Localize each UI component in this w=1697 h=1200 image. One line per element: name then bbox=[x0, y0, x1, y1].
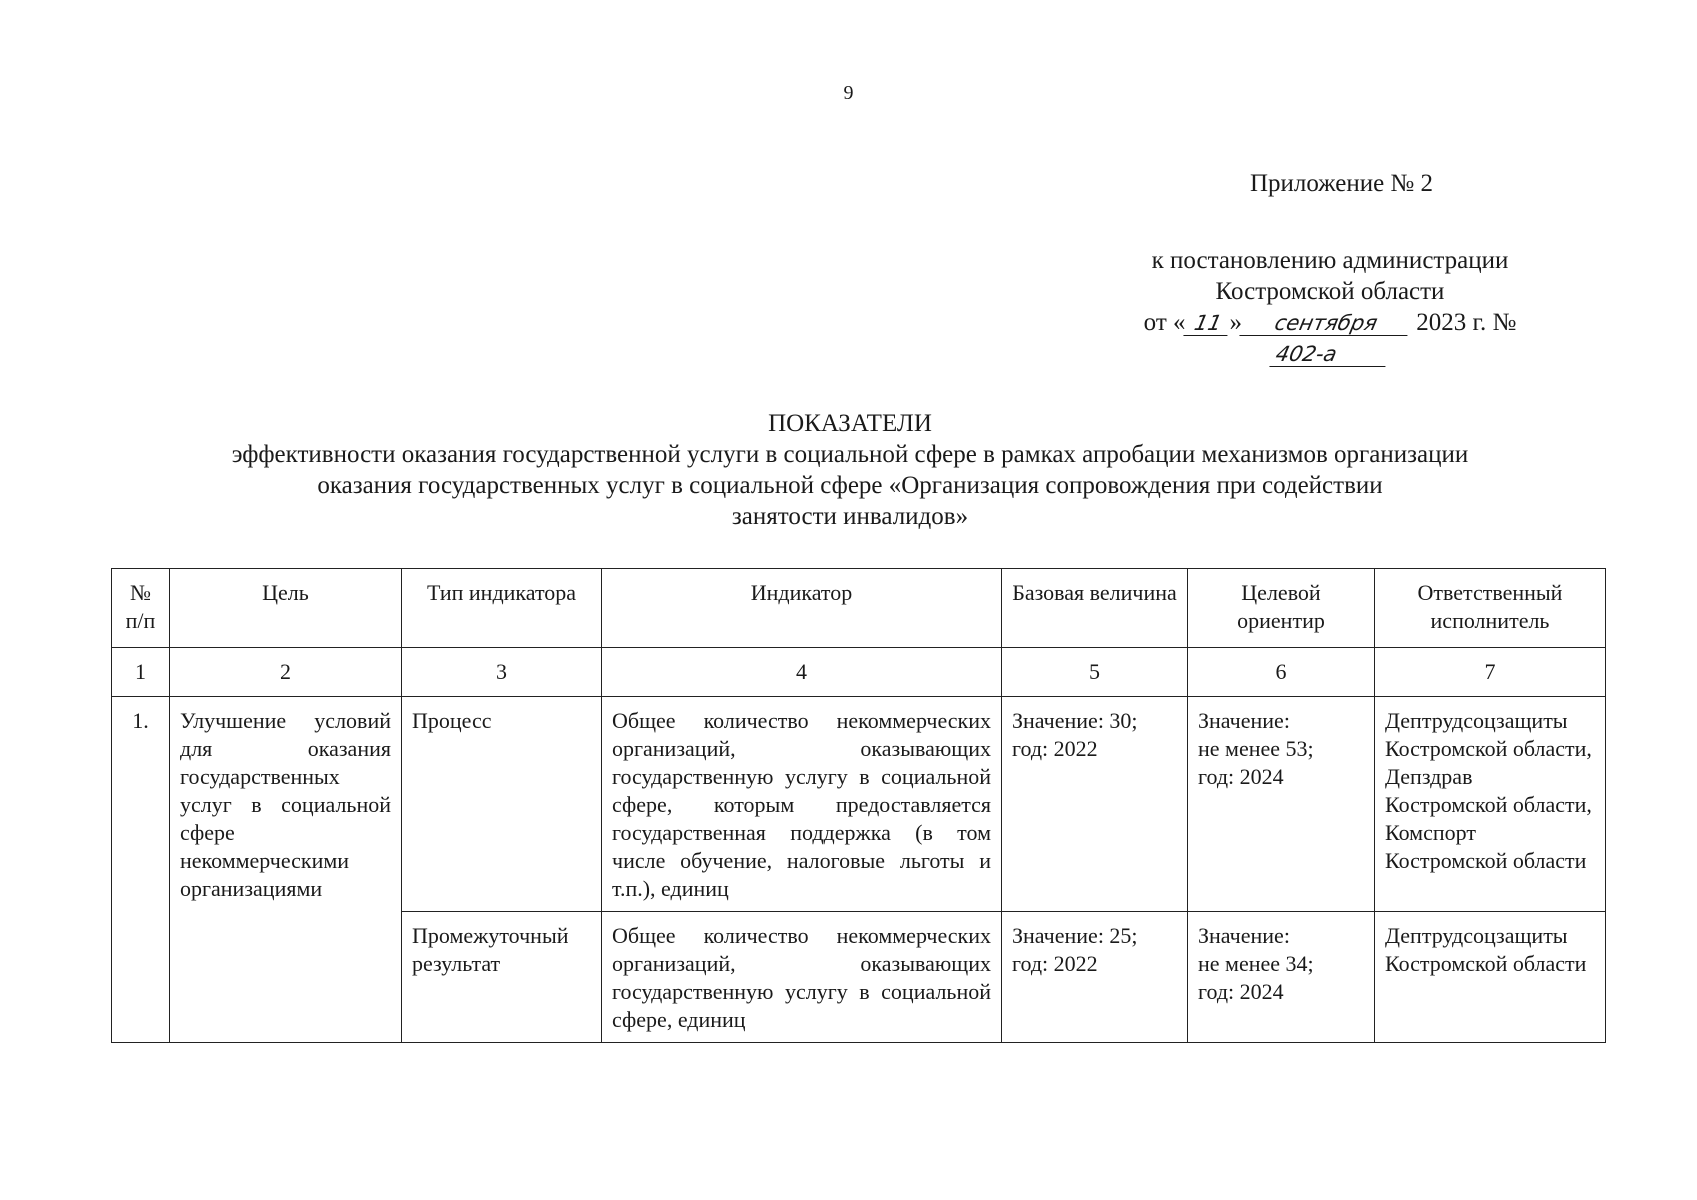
heading-line-3: занятости инвалидов» bbox=[731, 503, 969, 530]
indicator-type-cell: Промежуточный результат bbox=[402, 912, 602, 1043]
header-target: Целевой ориентир bbox=[1188, 569, 1375, 648]
indicators-table bbox=[111, 568, 1606, 1043]
target-year: год: 2024 bbox=[1198, 764, 1284, 789]
heading-line-2: оказания государственных услуг в социальной сфере «Организация сопровождения при содействии bbox=[317, 472, 1383, 499]
indicator-cell: Общее количество некоммерческих организаций, оказывающих государственную услугу в социальной сфере, единиц bbox=[602, 912, 1002, 1043]
handwritten-day: 11 bbox=[1183, 311, 1232, 336]
base-value: Значение: 30; bbox=[1012, 708, 1138, 733]
responsible-cell: Дептрудсоцзащиты Костромской области, Депздрав Костромской области, Комспорт Костромской области bbox=[1375, 697, 1606, 912]
base-year: год: 2022 bbox=[1012, 736, 1098, 761]
target-cell bbox=[1188, 912, 1375, 1043]
document-heading bbox=[100, 408, 1600, 532]
header-indicator: Индикатор bbox=[602, 569, 1002, 648]
date-mid: » bbox=[1229, 309, 1243, 336]
indicator-cell: Общее количество некоммерческих организаций, оказывающих государственную услугу в социальной сфере, которым предоставляется государственная поддержка (в том числе обучение, налоговые льготы и т.п.), единиц bbox=[602, 697, 1002, 912]
column-number: 4 bbox=[602, 648, 1002, 697]
column-number: 7 bbox=[1375, 648, 1606, 697]
header-indicator-type: Тип индикатора bbox=[402, 569, 602, 648]
table-row bbox=[112, 697, 1606, 912]
column-number: 2 bbox=[170, 648, 402, 697]
date-prefix: от « bbox=[1143, 309, 1186, 336]
column-number: 6 bbox=[1188, 648, 1375, 697]
row-number: 1. bbox=[112, 697, 170, 1043]
base-year: год: 2022 bbox=[1012, 951, 1098, 976]
header-base-value: Базовая величина bbox=[1002, 569, 1188, 648]
goal-cell: Улучшение условий для оказания государственных услуг в социальной сфере некоммерческими организациями bbox=[170, 697, 402, 1043]
date-year: 2023 г. № bbox=[1416, 309, 1517, 336]
appendix-date-line bbox=[1100, 307, 1560, 369]
indicator-type-cell: Процесс bbox=[402, 697, 602, 912]
heading-title: ПОКАЗАТЕЛИ bbox=[768, 410, 932, 437]
column-number: 3 bbox=[402, 648, 602, 697]
handwritten-number: 402-а bbox=[1269, 342, 1390, 367]
appendix-title: Приложение № 2 bbox=[1250, 170, 1434, 197]
base-value-cell bbox=[1002, 697, 1188, 912]
base-value-cell bbox=[1002, 912, 1188, 1043]
column-number: 1 bbox=[112, 648, 170, 697]
handwritten-month: сентября bbox=[1239, 311, 1412, 336]
target-value: не менее 53; bbox=[1198, 736, 1314, 761]
appendix-block bbox=[1100, 245, 1560, 369]
heading-line-1: эффективности оказания государственной услуги в социальной сфере в рамках апробации механизмов организации bbox=[231, 441, 1469, 468]
page-number: 9 bbox=[843, 82, 854, 104]
column-number-row bbox=[112, 648, 1606, 697]
header-num: № п/п bbox=[112, 569, 170, 648]
target-label: Значение: bbox=[1198, 708, 1290, 733]
base-value: Значение: 25; bbox=[1012, 923, 1138, 948]
target-label: Значение: bbox=[1198, 923, 1290, 948]
column-number: 5 bbox=[1002, 648, 1188, 697]
target-value: не менее 34; bbox=[1198, 951, 1314, 976]
table-header-row bbox=[112, 569, 1606, 648]
responsible-cell: Дептрудсоцзащиты Костромской области bbox=[1375, 912, 1606, 1043]
header-responsible: Ответственный исполнитель bbox=[1375, 569, 1606, 648]
appendix-to-resolution: к постановлению администрации bbox=[1151, 247, 1509, 274]
appendix-region: Костромской области bbox=[1215, 278, 1445, 305]
target-cell bbox=[1188, 697, 1375, 912]
header-goal: Цель bbox=[170, 569, 402, 648]
target-year: год: 2024 bbox=[1198, 979, 1284, 1004]
